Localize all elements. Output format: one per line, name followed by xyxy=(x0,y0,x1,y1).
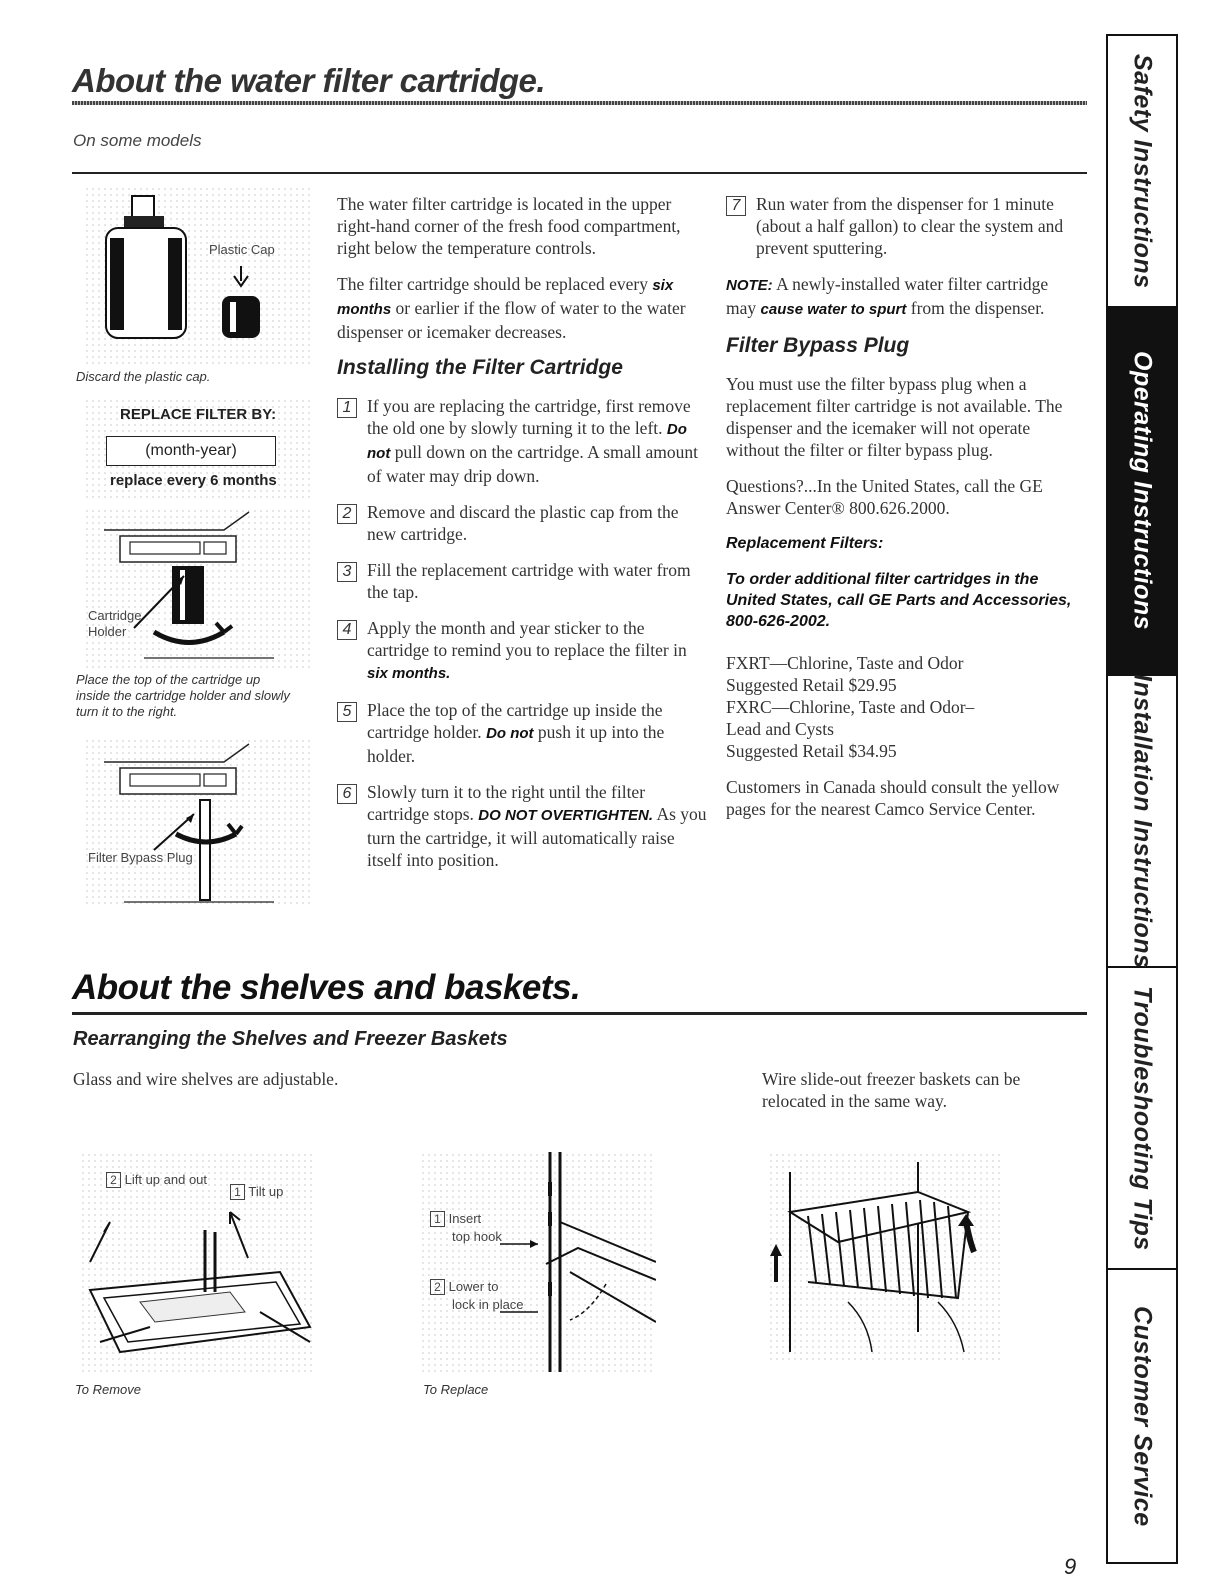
install-step-3: 3 Fill the replacement cartridge with water from the tap. xyxy=(337,559,707,603)
cartridge-holder-icon xyxy=(84,508,314,668)
tab-label: Troubleshooting Tips xyxy=(1128,985,1157,1251)
bypass-plug-icon xyxy=(84,738,314,908)
canada-paragraph: Customers in Canada should consult the yellow pages for the nearest Camco Service Center. xyxy=(726,777,1060,819)
note-label: NOTE: xyxy=(726,277,773,294)
shelf-replace-figure xyxy=(420,1152,656,1372)
note-paragraph: NOTE: A newly-installed water filter cartridge may cause water to spurt from the dispenser. xyxy=(726,274,1049,318)
bypass-plug-heading: Filter Bypass Plug xyxy=(726,334,910,357)
step-number-box: 5 xyxy=(337,702,357,722)
column-installing xyxy=(337,193,707,885)
install-step-6: 6 Slowly turn it to the right until the filter cartridge stops. DO NOT OVERTIGHTEN. As you turn the cartridge, it will automatically raise itself into position. xyxy=(337,781,707,871)
remove-step-1: 1 Tilt up xyxy=(230,1184,283,1200)
replace-sticker xyxy=(84,398,314,498)
step-number-box: 1 xyxy=(337,398,357,418)
section1-rule xyxy=(72,172,1087,174)
to-remove-caption: To Remove xyxy=(75,1382,141,1397)
tab-label: Customer Service xyxy=(1128,1305,1157,1527)
replace-step-1: 1 Insert top hook xyxy=(430,1210,502,1246)
install-step-4: 4 Apply the month and year sticker to the cartridge to remind you to replace the filter in six months. xyxy=(337,617,707,685)
tab-label: Operating Instructions xyxy=(1128,351,1157,631)
tab-installation-instructions[interactable] xyxy=(1108,673,1176,969)
six-months-emphasis: six months xyxy=(337,277,674,318)
column-bypass xyxy=(726,193,1076,834)
holder-caption: Place the top of the cartridge up inside the cartridge holder and slowly turn it to the right. xyxy=(76,672,290,719)
page-number: 9 xyxy=(1064,1554,1077,1579)
plastic-cap-label: Plastic Cap xyxy=(209,242,275,257)
rearranging-heading: Rearranging the Shelves and Freezer Baskets xyxy=(73,1028,508,1050)
cartridge-label: Cartridge xyxy=(88,608,142,623)
order-filters-text: To order additional filter cartridges in the United States, call GE Parts and Accessories, 800-626-2002. xyxy=(726,571,1072,630)
step-number-box: 6 xyxy=(337,784,357,804)
install-step-1: 1 If you are replacing the cartridge, first remove the old one by slowly turning it to the left. Do not pull down on the cartridge. A small amount of water may drip down. xyxy=(337,395,707,487)
install-step-2: 2 Remove and discard the plastic cap from the new cartridge. xyxy=(337,501,707,545)
fxrt-price: Suggested Retail $29.95 xyxy=(726,675,897,695)
step-number-box: 2 xyxy=(337,504,357,524)
to-replace-caption: To Replace xyxy=(423,1382,489,1397)
fxrc-price: Suggested Retail $34.95 xyxy=(726,741,897,761)
sticker-title: REPLACE FILTER BY: xyxy=(120,406,277,423)
freezer-basket-figure xyxy=(768,1152,1004,1362)
remove-step-2: 2 Lift up and out xyxy=(106,1172,207,1188)
replacement-filters-heading: Replacement Filters: xyxy=(726,535,884,552)
holder-label: Holder xyxy=(88,624,127,639)
bypass-plug-label: Filter Bypass Plug xyxy=(88,850,193,865)
install-step-5: 5 Place the top of the cartridge up inside the cartridge holder. Do not push it up into the holder. xyxy=(337,699,707,767)
step-number-box: 7 xyxy=(726,196,746,216)
location-paragraph: The water filter cartridge is located in the upper right-hand corner of the fresh food compartment, right below the temperature controls. xyxy=(337,194,681,258)
cap-caption: Discard the plastic cap. xyxy=(76,369,211,384)
step-number-box: 3 xyxy=(337,562,357,582)
section2-rule xyxy=(72,1012,1087,1015)
bypass-paragraph: You must use the filter bypass plug when a replacement filter cartridge is not available. The dispenser and the icemaker will not operate without the filter or filter bypass plug. xyxy=(726,374,1063,460)
cartridge-cap-figure xyxy=(84,186,314,366)
questions-paragraph: Questions?...In the United States, call the GE Answer Center® 800.626.2000. xyxy=(726,476,1043,518)
replace-step-2: 2 Lower to lock in place xyxy=(430,1278,524,1314)
tab-operating-instructions[interactable] xyxy=(1108,308,1176,676)
tab-label: Installation Instructions xyxy=(1128,673,1157,969)
tab-customer-service[interactable] xyxy=(1108,1270,1176,1562)
step-number-box: 1 xyxy=(230,1184,245,1200)
tab-label: Safety Instructions xyxy=(1128,53,1157,289)
filter-cartridge-icon xyxy=(84,186,314,366)
sticker-field: (month-year) xyxy=(106,436,276,466)
side-tab-bar xyxy=(1106,34,1178,1564)
bypass-plug-figure xyxy=(84,738,314,908)
step-number-box: 2 xyxy=(430,1279,445,1295)
tab-safety-instructions[interactable] xyxy=(1108,36,1176,308)
step-number-box: 2 xyxy=(106,1172,121,1188)
subtitle: On some models xyxy=(73,131,202,150)
cartridge-holder-figure xyxy=(84,508,314,668)
tab-troubleshooting-tips[interactable] xyxy=(1108,968,1176,1270)
sticker-note: replace every 6 months xyxy=(110,472,277,489)
shelves-adjustable-text: Glass and wire shelves are adjustable. xyxy=(73,1069,339,1089)
fxrc-detail: Lead and Cysts xyxy=(726,719,834,739)
section-title-water-filter: About the water filter cartridge. xyxy=(72,62,546,99)
replace-paragraph: The filter cartridge should be replaced every six months or earlier if the flow of water to the water dispenser or icemaker decreases. xyxy=(337,274,686,342)
step-number-box: 4 xyxy=(337,620,357,640)
install-step-7: 7 Run water from the dispenser for 1 minute (about a half gallon) to clear the system and prevent sputtering. xyxy=(726,193,1076,259)
shelf-replace-icon xyxy=(420,1152,656,1372)
fxrt-name: FXRT—Chlorine, Taste and Odor xyxy=(726,653,964,673)
installing-heading: Installing the Filter Cartridge xyxy=(337,356,623,379)
step-number-box: 1 xyxy=(430,1211,445,1227)
fxrc-name: FXRC—Chlorine, Taste and Odor– xyxy=(726,697,975,717)
shelf-remove-figure xyxy=(80,1152,316,1372)
baskets-text: Wire slide-out freezer baskets can be relocated in the same way. xyxy=(762,1069,1021,1111)
section-title-shelves: About the shelves and baskets. xyxy=(72,968,581,1007)
title-rule xyxy=(72,101,1087,105)
freezer-basket-icon xyxy=(768,1152,1004,1362)
